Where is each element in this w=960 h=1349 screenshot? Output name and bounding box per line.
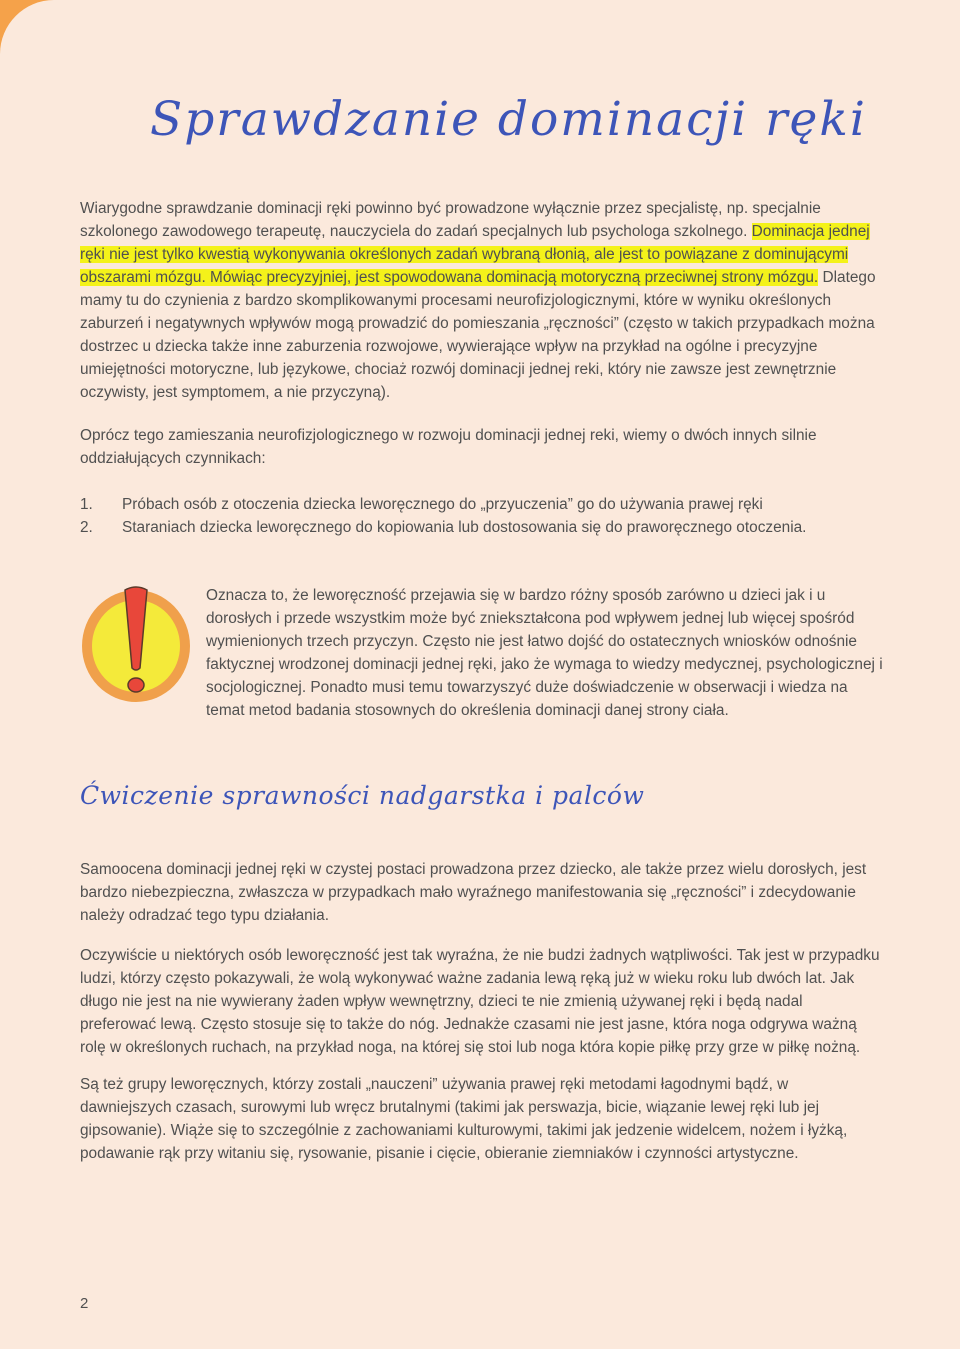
section-paragraph: Są też grupy leworęcznych, którzy zostali „nauczeni” używania prawej ręki metodami łagodnymi bądź, w dawniejszych czasach, surowymi lub wręcz brutalnymi (takimi jak perswazja, bicie, wiązanie lewej ręki lub jej gipsowanie). Wiąże się to szczególnie z zachowaniami kulturowymi, takimi jak jedzenie widelcem, nożem i łyżką, podawanie rąk przy witaniu się, rysowanie, pisanie i cięcie, obieranie ziemniaków i czynności artystyczne. [80, 1076, 848, 1162]
highlighted-text: Dominacja jednej ręki nie jest tylko kwestią wykonywania określonych zadań wybraną dłonią, ale jest to powiązane z dominującymi obszarami mózgu. Mówiąc precyzyjniej, jest spowodowana dominacją motoryczną przeciwnej strony mózgu. [80, 223, 870, 286]
page-title: Sprawdzanie dominacji ręki [150, 92, 867, 147]
list-text: Próbach osób z otoczenia dziecka leworęcznego do „przyuczenia” go do używania prawej ręki [122, 496, 763, 513]
list-text: Staraniach dziecka leworęcznego do kopiowania lub dostosowania się do praworęcznego otoczenia. [122, 519, 807, 536]
section-paragraph: Oczywiście u niektórych osób leworęczność jest tak wyraźna, że nie budzi żadnych wątpliwości. Tak jest w przypadku ludzi, którzy często pokazywali, że wolą wykonywać ważne zadania lewą ręką już w wieku roku lub dwóch lat. Jak długo nie jest na nie wywierany żaden wpływ wewnętrzny, dzieci te nie zmienią używanej ręki i będą nadal preferować lewą. Często stosuje się to także do nóg. Jednakże czasami nie jest jasne, która noga odgrywa ważną rolę w określonych ruchach, na przykład noga, na której się stoi lub noga która kopie piłkę przy grze w piłkę nożną. [80, 947, 880, 1056]
warning-paragraph: Oznacza to, że leworęczność przejawia się w bardzo różny sposób zarówno u dzieci jak i u dorosłych i przede wszystkim może być zniekształcona pod wpływem jednej lub więcej spośród wymienionych trzech przyczyn. Często nie jest łatwo dojść do ostatecznych wniosków odnośnie faktycznej wrodzonej dominacji jednej ręki, jako że wymaga to wiedzy medycznej, psychologicznej i socjologicznej. Ponadto musi temu towarzyszyć duże doświadczenie w obserwacji i wiedza na temat metod badania stosownych do określenia dominacji danej strony ciała. [206, 587, 883, 719]
list-item [80, 493, 880, 516]
intro-text: Wiarygodne sprawdzanie dominacji ręki powinno być prowadzone wyłącznie przez specjalistę, np. specjalnie szkolonego zawodowego terapeutę, nauczyciela do zadań specjalnych lub psychologa szkolnego. [80, 200, 821, 240]
list-number: 2. [80, 519, 93, 536]
intro-paragraph [80, 197, 880, 404]
factors-paragraph: Oprócz tego zamieszania neurofizjologicznego w rozwoju dominacji jednej reki, wiemy o dwóch innych silnie oddziałujących czynnikach: [80, 427, 817, 467]
section-paragraph: Samoocena dominacji jednej ręki w czystej postaci prowadzona przez dziecko, ale także przez wielu dorosłych, jest bardzo niebezpieczna, zwłaszcza w przypadkach mało wyraźnego manifestowania się „ręczności” i zdecydowanie należy odradzać tego typu działania. [80, 861, 867, 924]
list-number: 1. [80, 496, 93, 513]
page-number: 2 [80, 1295, 89, 1312]
section-title: Ćwiczenie sprawności nadgarstka i palców [80, 781, 645, 810]
exclamation-warning-icon [78, 582, 198, 706]
factors-list [80, 493, 880, 539]
list-item [80, 516, 880, 539]
intro-text-continued: Dlatego mamy tu do czynienia z bardzo skomplikowanymi procesami neurofizjologicznymi, które w wyniku określonych zaburzeń i negatywnych wpływów mogą prowadzić do pomieszania „ręczności” (często w takich przypadkach można dostrzec u dziecka także inne zaburzenia rozwojowe, wywierające wpływ na przykład na ogólne i precyzyjne umiejętności motoryczne, lub językowe, chociaż rozwój dominacji jednej reki, który nie zawsze jest zewnętrznie oczywisty, jest symptomem, a nie przyczyną). [80, 269, 876, 401]
